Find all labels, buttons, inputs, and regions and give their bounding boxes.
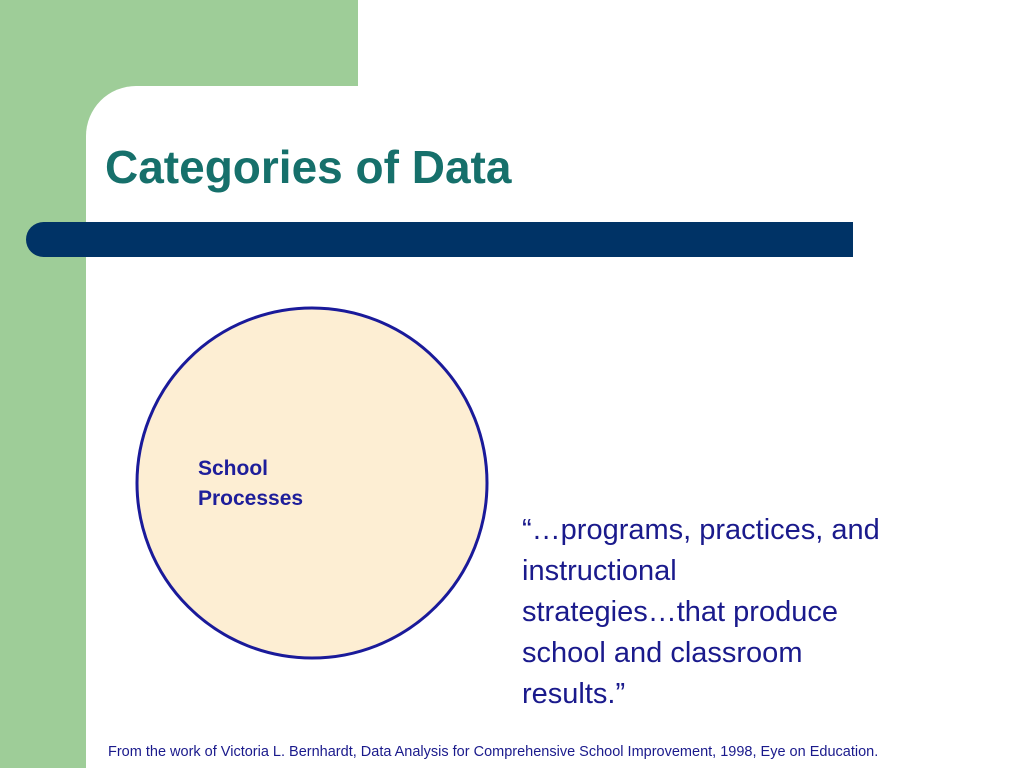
content-panel-top	[358, 0, 1024, 86]
circle-label-line2: Processes	[198, 487, 304, 510]
slide-title: Categories of Data	[105, 141, 512, 193]
school-processes-circle	[134, 305, 490, 661]
title-underline-bar	[26, 222, 853, 257]
circle-label-line1: School	[198, 457, 269, 480]
green-frame-top	[0, 0, 358, 86]
quote-line1: “…programs, practices, and	[522, 514, 880, 546]
quote-line2: instructional	[522, 555, 677, 587]
definition-quote	[522, 510, 962, 715]
quote-line4: school and classroom	[522, 637, 803, 669]
quote-line3: strategies…that produce	[522, 596, 838, 628]
quote-line5: results.”	[522, 678, 626, 710]
source-footnote: From the work of Victoria L. Bernhardt, Data Analysis for Comprehensive School Improvement, 1998, Eye on Education.	[108, 744, 879, 760]
circle-label	[198, 454, 303, 514]
